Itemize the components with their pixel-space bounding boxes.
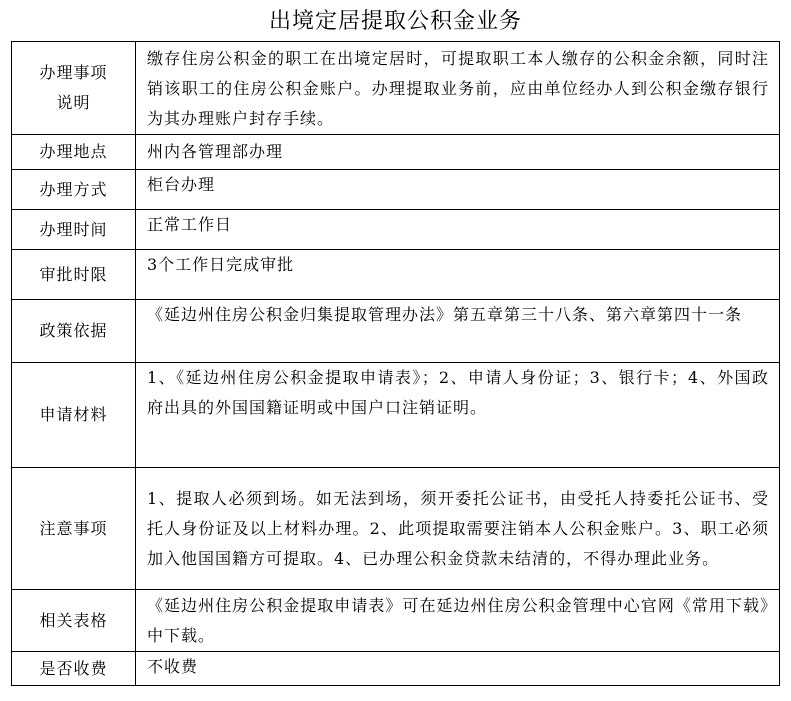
row-label-materials: 申请材料 — [12, 363, 136, 468]
row-content-method: 柜台办理 — [136, 170, 780, 210]
row-content-location: 州内各管理部办理 — [136, 135, 780, 170]
table-row — [12, 363, 780, 468]
row-label-description: 办理事项 说明 — [12, 42, 136, 135]
row-label-fee: 是否收费 — [12, 652, 136, 686]
table-row — [12, 250, 780, 300]
row-label-hours: 办理时间 — [12, 210, 136, 250]
table-row — [12, 42, 780, 135]
row-content-approval-time: 3个工作日完成审批 — [136, 250, 780, 300]
row-label-forms: 相关表格 — [12, 590, 136, 652]
table-row — [12, 300, 780, 363]
row-content-hours: 正常工作日 — [136, 210, 780, 250]
row-label-approval-time: 审批时限 — [12, 250, 136, 300]
table-row — [12, 135, 780, 170]
row-label-policy-basis: 政策依据 — [12, 300, 136, 363]
row-label-method: 办理方式 — [12, 170, 136, 210]
info-table — [11, 41, 780, 686]
row-content-policy-basis: 《延边州住房公积金归集提取管理办法》第五章第三十八条、第六章第四十一条 — [136, 300, 780, 363]
table-row — [12, 590, 780, 652]
table-row — [12, 170, 780, 210]
row-label-location: 办理地点 — [12, 135, 136, 170]
row-label-notes: 注意事项 — [12, 468, 136, 590]
table-row — [12, 468, 780, 590]
row-content-description: 缴存住房公积金的职工在出境定居时，可提取职工本人缴存的公积金余额，同时注销该职工的住房公积金账户。办理提取业务前，应由单位经办人到公积金缴存银行为其办理账户封存手续。 — [136, 42, 780, 135]
table-row — [12, 210, 780, 250]
row-content-fee: 不收费 — [136, 652, 780, 686]
row-content-forms: 《延边州住房公积金提取申请表》可在延边州住房公积金管理中心官网《常用下载》中下载。 — [136, 590, 780, 652]
row-content-notes: 1、提取人必须到场。如无法到场，须开委托公证书，由受托人持委托公证书、受托人身份证及以上材料办理。2、此项提取需要注销本人公积金账户。3、职工必须加入他国国籍方可提取。4、已办理公积金贷款未结清的，不得办理此业务。 — [136, 468, 780, 590]
row-content-materials: 1、《延边州住房公积金提取申请表》；2、申请人身份证；3、银行卡；4、外国政府出具的外国国籍证明或中国户口注销证明。 — [136, 363, 780, 468]
document-title: 出境定居提取公积金业务 — [268, 9, 522, 34]
table-row — [12, 652, 780, 686]
